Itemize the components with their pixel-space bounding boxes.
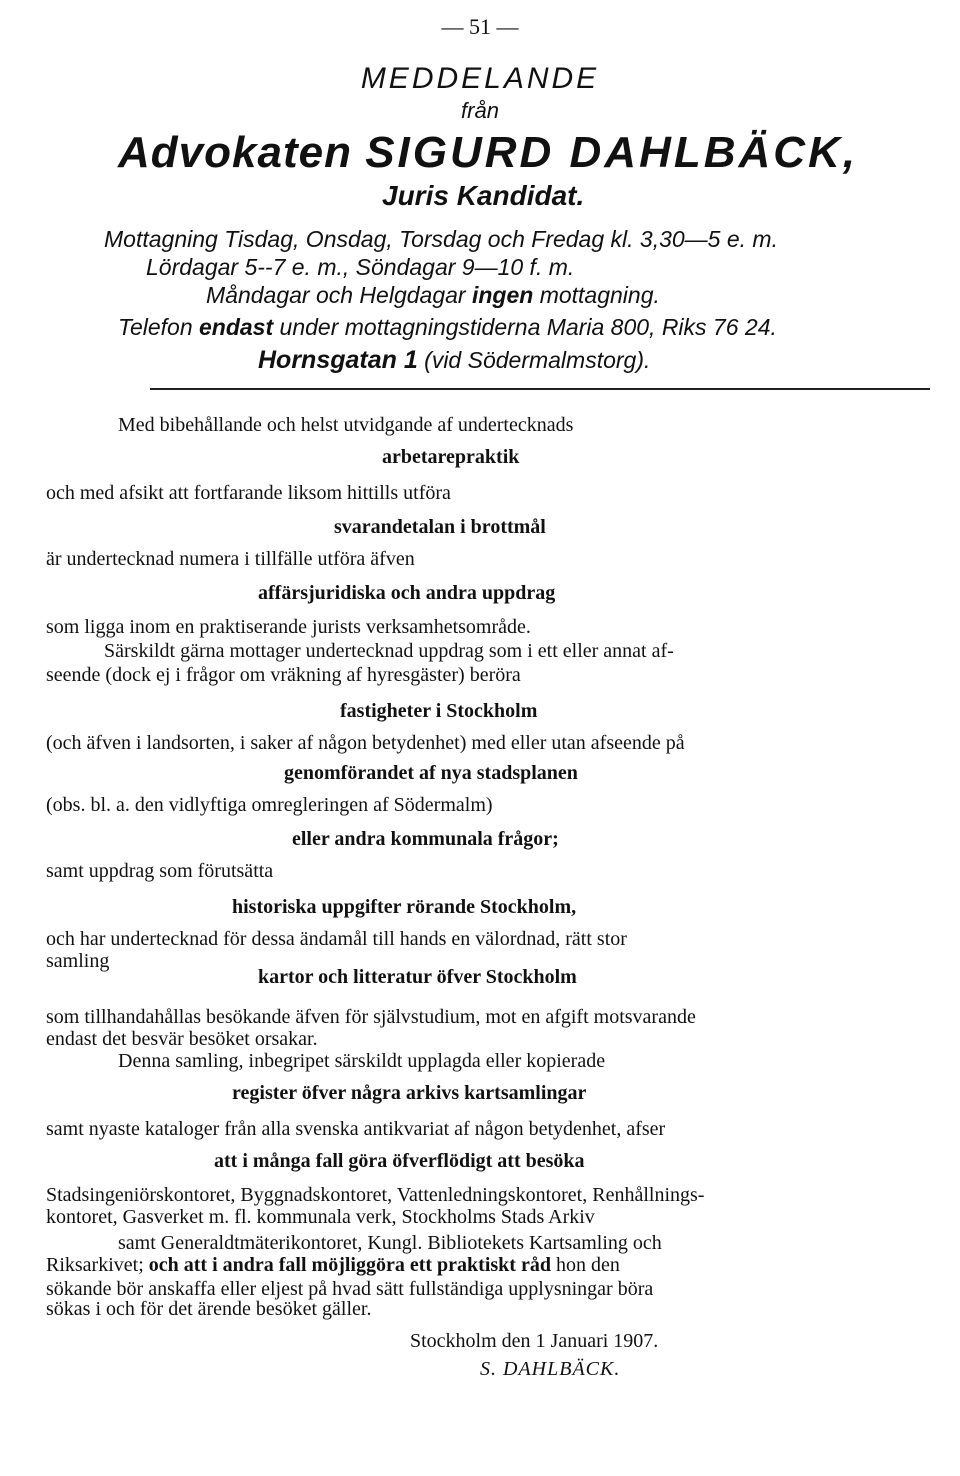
body-line-17: kontoret, Gasverket m. fl. kommunala verk, Stockholms Stads Arkiv bbox=[46, 1206, 595, 1228]
office-hours-none: ingen bbox=[471, 282, 534, 308]
page-number: — 51 — bbox=[441, 14, 519, 39]
body-line-19-b: och att i andra fall möjliggöra ett praktiskt råd bbox=[148, 1254, 551, 1276]
date-line: Stockholm den 1 Januari 1907. bbox=[410, 1330, 659, 1352]
telephone-line bbox=[118, 314, 777, 341]
telephone-only: endast bbox=[199, 314, 274, 340]
office-hours-line-1: Mottagning Tisdag, Onsdag, Torsdag och Fredag kl. 3,30—5 e. m. bbox=[104, 226, 778, 252]
address-note: (vid Södermalmstorg). bbox=[424, 347, 651, 373]
heading-advocate bbox=[118, 128, 858, 178]
signature: S. DAHLBÄCK. bbox=[480, 1358, 621, 1380]
body-line-1: Med bibehållande och helst utvidgande af undertecknads bbox=[118, 414, 574, 436]
body-line-19 bbox=[46, 1254, 620, 1277]
body-line-16: Stadsingeniörskontoret, Byggnadskontoret, Vattenledningskontoret, Renhållnings- bbox=[46, 1184, 705, 1206]
body-line-8: (obs. bl. a. den vidlyftiga omregleringen af Södermalm) bbox=[46, 794, 493, 816]
body-line-13: endast det besvär besöket orsakar. bbox=[46, 1028, 318, 1050]
body-line-6: seende (dock ej i frågor om vräkning af hyresgäster) beröra bbox=[46, 664, 521, 686]
emphasis-city-plan: genomförandet af nya stadsplanen bbox=[284, 762, 578, 784]
body-line-2: och med afsikt att fortfarande liksom hittills utföra bbox=[46, 482, 451, 504]
office-hours-reception: mottagning. bbox=[539, 282, 660, 308]
body-line-7: (och äfven i landsorten, i saker af någon betydenhet) med eller utan afseende på bbox=[46, 732, 685, 754]
emphasis-municipal-questions: eller andra kommunala frågor; bbox=[292, 828, 559, 850]
heading-advocate-name: SIGURD DAHLBÄCK, bbox=[365, 128, 859, 177]
emphasis-archive-registers: register öfver några arkivs kartsamlingar bbox=[232, 1082, 587, 1104]
emphasis-historical-data: historiska uppgifter rörande Stockholm, bbox=[232, 896, 577, 918]
body-line-18: samt Generaldtmäterikontoret, Kungl. Bibliotekets Kartsamling och bbox=[118, 1232, 662, 1254]
body-line-20: sökande bör anskaffa eller eljest på hvad sätt fullständiga upplysningar böra bbox=[46, 1278, 654, 1300]
body-line-3: är undertecknad numera i tillfälle utföra äfven bbox=[46, 548, 415, 570]
office-hours-days: Måndagar och Helgdagar bbox=[206, 282, 466, 308]
body-line-11: samling bbox=[46, 950, 110, 972]
heading-fran: från bbox=[461, 98, 499, 123]
emphasis-real-estate: fastigheter i Stockholm bbox=[340, 700, 538, 722]
heading-meddelande: MEDDELANDE bbox=[360, 62, 600, 95]
address-street: Hornsgatan 1 bbox=[258, 346, 418, 374]
office-hours-line-3 bbox=[206, 282, 660, 309]
emphasis-worker-practice: arbetarepraktik bbox=[382, 446, 520, 468]
emphasis-avoid-visits: att i många fall göra öfverflödigt att besöka bbox=[214, 1150, 585, 1172]
body-line-19-a: Riksarkivet; bbox=[46, 1254, 144, 1276]
heading-title: Juris Kandidat. bbox=[382, 180, 585, 211]
telephone-numbers: under mottagningstiderna Maria 800, Riks 76 24. bbox=[279, 314, 777, 340]
emphasis-business-law: affärsjuridiska och andra uppdrag bbox=[258, 582, 556, 604]
emphasis-criminal-defense: svarandetalan i brottmål bbox=[334, 516, 546, 538]
body-line-4: som ligga inom en praktiserande jurists verksamhetsområde. bbox=[46, 616, 531, 638]
body-line-15: samt nyaste kataloger från alla svenska antikvariat af någon betydenhet, afser bbox=[46, 1118, 666, 1140]
divider-rule bbox=[150, 388, 930, 390]
body-line-9: samt uppdrag som förutsätta bbox=[46, 860, 274, 882]
address-line bbox=[258, 346, 650, 375]
body-line-12: som tillhandahållas besökande äfven för självstudium, mot en afgift motsvarande bbox=[46, 1006, 696, 1028]
office-hours-line-2: Lördagar 5--7 e. m., Söndagar 9—10 f. m. bbox=[146, 254, 575, 280]
body-line-21: sökas i och för det ärende besöket gäller. bbox=[46, 1298, 372, 1320]
emphasis-maps-literature: kartor och litteratur öfver Stockholm bbox=[258, 966, 577, 988]
body-line-19-c: hon den bbox=[555, 1254, 620, 1276]
body-line-10: och har undertecknad för dessa ändamål till hands en välordnad, rätt stor bbox=[46, 928, 627, 950]
body-line-5: Särskildt gärna mottager undertecknad uppdrag som i ett eller annat af- bbox=[104, 640, 674, 662]
body-line-14: Denna samling, inbegripet särskildt upplagda eller kopierade bbox=[118, 1050, 606, 1072]
telephone-label: Telefon bbox=[118, 314, 193, 340]
heading-advocate-prefix: Advokaten bbox=[118, 128, 352, 177]
